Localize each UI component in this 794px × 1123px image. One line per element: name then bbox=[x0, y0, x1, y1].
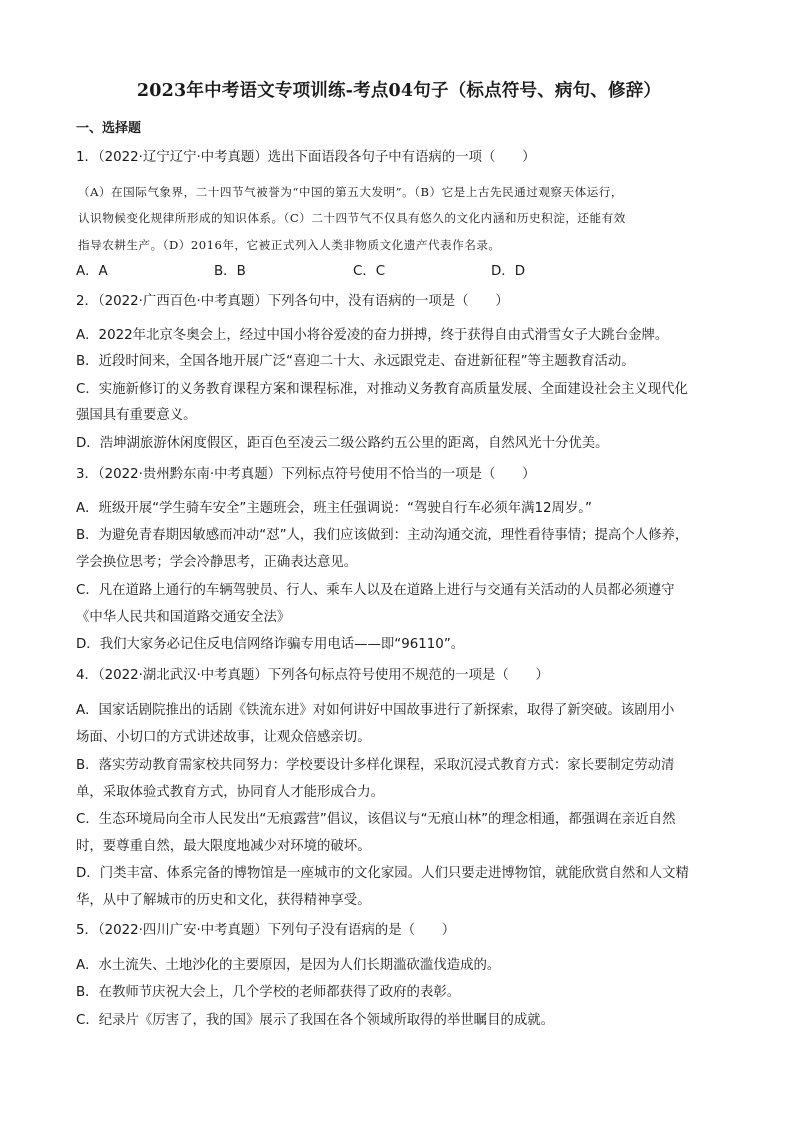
question-1-passage-line: 指导农耕生产。（D）2016年，它被正式列入人类非物质文化遗产代表作名录。 bbox=[78, 238, 501, 252]
question-2-option: C．实施新修订的义务教育课程方案和课程标准，对推动义务教育高质量发展、全面建设社会主义现代化 bbox=[76, 382, 688, 397]
question-4-option-cont: 单，采取体验式教育方式，协同育人才能形成合力。 bbox=[76, 785, 384, 800]
question-4-option: A．国家话剧院推出的话剧《铁流东进》对如何讲好中国故事进行了新探索，取得了新突破。该剧用小 bbox=[76, 703, 675, 718]
question-1-passage-line: 认识物候变化规律所形成的知识体系。（C）二十四节气不仅具有悠久的文化内涵和历史积淀，还能有效 bbox=[78, 211, 626, 225]
question-1-passage-line: （A）在国际气象界，二十四节气被誉为“中国的第五大发明”。（B）它是上古先民通过观察天体运行， bbox=[78, 185, 623, 199]
question-3-option: A．班级开展“学生骑车安全”主题班会，班主任强调说：“驾驶自行车必须年满12周岁。” bbox=[76, 501, 592, 516]
question-3-option-cont: 学会换位思考；学会冷静思考，正确表达意见。 bbox=[76, 555, 358, 570]
question-5-option: A．水土流失、土地沙化的主要原因，是因为人们长期滥砍滥伐造成的。 bbox=[76, 958, 501, 973]
question-2-option: D．浩坤湖旅游休闲度假区，距百色至凌云二级公路约五公里的距离，自然风光十分优美。 bbox=[76, 436, 609, 451]
section-heading: 一、选择题 bbox=[76, 121, 142, 136]
question-1-options bbox=[76, 262, 722, 282]
question-4-option: C．生态环境局向全市人民发出“无痕露营”倡议，该倡议与“无痕山林”的理念相通，都强调在亲近自然 bbox=[76, 812, 676, 827]
question-2-stem: 2．（2022·广西百色·中考真题）下列各句中，没有语病的一项是（ ） bbox=[76, 294, 509, 309]
question-5-option: C．纪录片《厉害了，我的国》展示了我国在各个领域所取得的举世瞩目的成就。 bbox=[76, 1013, 555, 1028]
question-5-option: B．在教师节庆祝大会上，几个学校的老师都获得了政府的表彰。 bbox=[76, 985, 461, 1000]
option-d: D．D bbox=[491, 264, 526, 279]
question-4-stem: 4．（2022·湖北武汉·中考真题）下列各句标点符号使用不规范的一项是（ ） bbox=[76, 668, 549, 683]
question-2-option: A．2022年北京冬奥会上，经过中国小将谷爱凌的奋力拼搏，终于获得自由式滑雪女子大跳台金牌。 bbox=[76, 328, 669, 343]
question-4-option-cont: 场面、小切口的方式讲述故事，让观众倍感亲切。 bbox=[76, 730, 371, 745]
question-3-option: D．我们大家务必记住反电信网络诈骗专用电话——即“96110”。 bbox=[76, 637, 465, 652]
question-3-stem: 3．（2022·贵州黔东南·中考真题）下列标点符号使用不恰当的一项是（ ） bbox=[76, 467, 536, 482]
question-3-option: C．凡在道路上通行的车辆驾驶员、行人、乘车人以及在道路上进行与交通有关活动的人员都必须遵守 bbox=[76, 583, 675, 598]
question-3-option: B．为避免青春期因敏感而冲动“怼”人，我们应该做到：主动沟通交流，理性看待事情；提高个人修养， bbox=[76, 528, 689, 543]
option-b: B．B bbox=[214, 264, 246, 279]
option-c: C．C bbox=[353, 264, 386, 279]
question-2-option-cont: 强国具有重要意义。 bbox=[76, 408, 197, 423]
question-1-stem: 1．（2022·辽宁辽宁·中考真题）选出下面语段各句子中有语病的一项（ ） bbox=[76, 150, 536, 165]
document-title: 2023年中考语文专项训练-考点04句子（标点符号、病句、修辞） bbox=[136, 81, 662, 101]
question-4-option: D．门类丰富、体系完备的博物馆是一座城市的文化家园。人们只要走进博物馆，就能欣赏自然和人文精 bbox=[76, 866, 689, 881]
question-3-option-cont: 《中华人民共和国道路交通安全法》 bbox=[76, 610, 291, 625]
question-4-option-cont: 华，从中了解城市的历史和文化，获得精神享受。 bbox=[76, 893, 371, 908]
option-a: A．A bbox=[76, 264, 108, 279]
question-5-stem: 5．（2022·四川广安·中考真题）下列句子没有语病的是（ ） bbox=[76, 923, 456, 938]
question-4-option: B．落实劳动教育需家校共同努力：学校要设计多样化课程，采取沉浸式教育方式：家长要制定劳动清 bbox=[76, 758, 675, 773]
question-2-option: B．近段时间来，全国各地开展广泛“喜迎二十大、永远跟党走、奋进新征程”等主题教育活动。 bbox=[76, 354, 635, 369]
question-4-option-cont: 时，要尊重自然，最大限度地减少对环境的破坏。 bbox=[76, 839, 371, 854]
